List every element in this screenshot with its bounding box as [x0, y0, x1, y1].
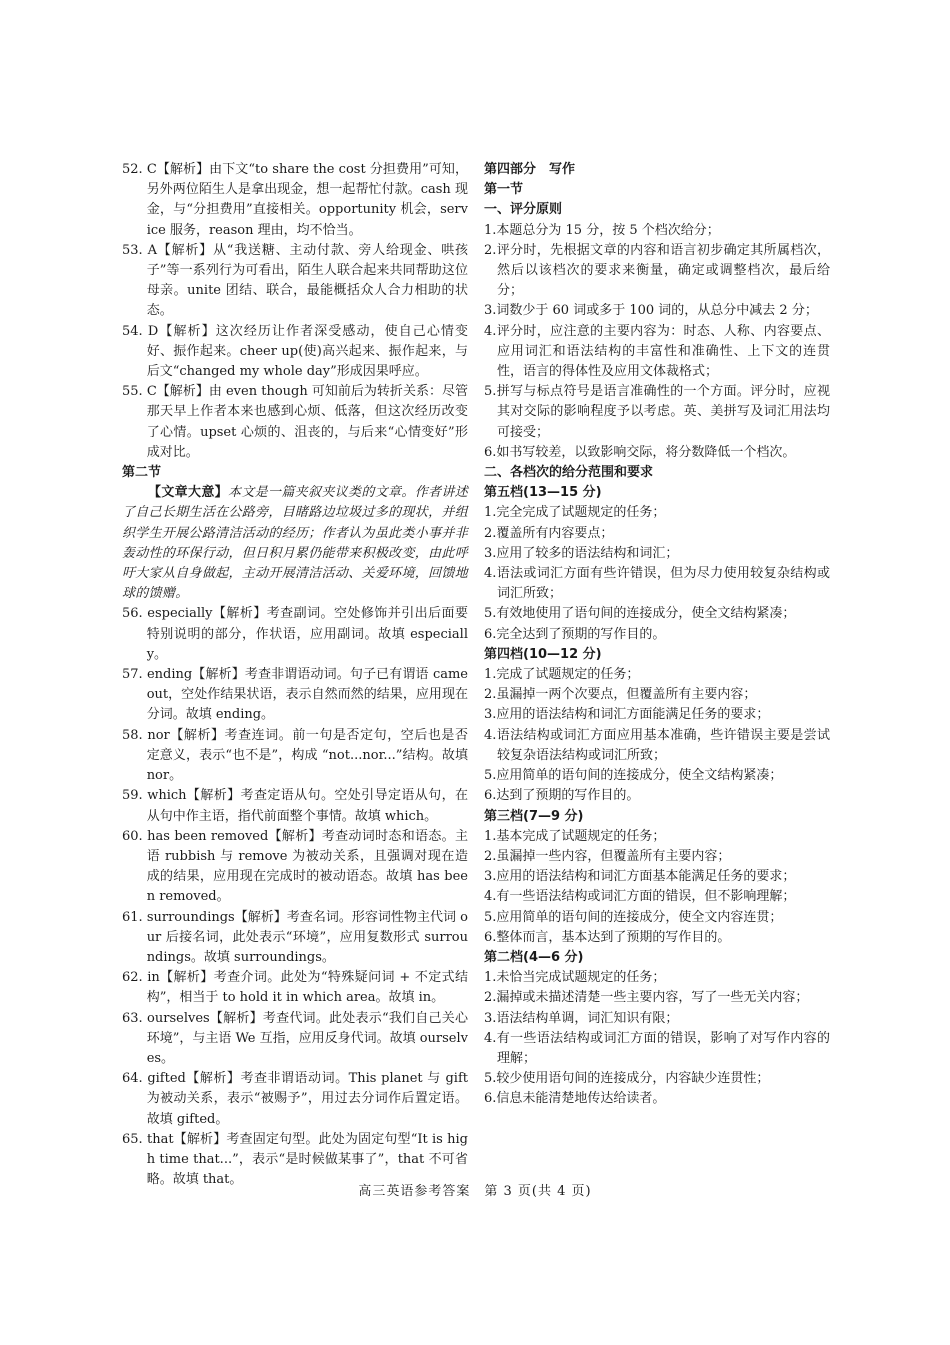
- level-rule: 1.完全完成了试题规定的任务；: [484, 505, 666, 521]
- answer-item: 63. ourselves【解析】考查代词。此处表示“我们自己关心环境”，与主语 We 互指，应用反身代词。故填 ourselves。: [122, 1010, 469, 1066]
- level-title: 第五档(13—15 分): [484, 485, 602, 501]
- level-2: [484, 948, 830, 1110]
- answer-item: 53. A【解析】从“我送糖、主动付款、旁人给现金、哄孩子”等一系列行为可看出，陌生人联合起来共同帮助这位母亲。unite 团结、联合，最能概括众人合力相助的状态。: [122, 242, 468, 319]
- level-rule: 4.语法或词汇方面有些许错误，但为尽力使用较复杂结构或词汇所致；: [484, 566, 830, 602]
- level-rule: 2.覆盖所有内容要点；: [484, 525, 614, 541]
- left-column: [122, 160, 468, 1190]
- answer-item: 59. which【解析】考查定语从句。空处引导定语从句，在从句中作主语，指代前面整个事情。故填 which。: [122, 788, 468, 824]
- level-rule: 3.应用的语法结构和词汇方面基本能满足任务的要求；: [484, 869, 796, 885]
- level-rule: 4.语法结构或词汇方面应用基本准确，些许错误主要是尝试较复杂语法结构或词汇所致；: [484, 727, 830, 763]
- level-rule: 5.有效地使用了语句间的连接成分，使全文结构紧凑；: [484, 606, 796, 622]
- principles-title: 一、评分原则: [484, 202, 563, 218]
- answer-item: 54. D【解析】这次经历让作者深受感动，使自己心情变好、振作起来。cheer up(使)高兴起来、振作起来，与后文“changed my whole day”形成因果呼应。: [122, 323, 468, 380]
- summary-tag: 【文章大意】: [148, 485, 229, 501]
- answer-item: 65. that【解析】考查固定句型。此处为固定句型“It is high time that...”，表示“是时候做某事了”，that 不可省略。故填 that。: [122, 1131, 468, 1188]
- answer-item: 57. ending【解析】考查非谓语动词。句子已有谓语 came out，空处作结果状语，表示自然而然的结果，应用现在分词。故填 ending。: [122, 667, 468, 723]
- principles-list: [484, 221, 830, 463]
- level-rule: 3.应用的语法结构和词汇方面能满足任务的要求；: [484, 707, 770, 723]
- level-title: 第二档(4—6 分): [484, 949, 584, 965]
- level-rule: 2.漏掉或未描述清楚一些主要内容，写了一些无关内容；: [484, 990, 809, 1006]
- principle-item: 5.拼写与标点符号是语言准确性的一个方面。评分时，应视其对交际的影响程度予以考虑。英、美拼写及词汇用法均可接受；: [484, 384, 830, 440]
- level-title: 第四档(10—12 分): [484, 646, 602, 662]
- section1-title: 第一节: [484, 182, 524, 198]
- level-rule: 1.完成了试题规定的任务；: [484, 667, 640, 683]
- levels-title: 二、各档次的给分范围和要求: [484, 465, 654, 481]
- level-rule: 3.应用了较多的语法结构和词汇；: [484, 545, 679, 561]
- answer-item: 60. has been removed【解析】考查动词时态和语态。主语 rubbish 与 remove 为被动关系，且强调对现在造成的结果，应用现在完成时的被动语态。故填 has been removed。: [122, 828, 468, 905]
- level-rule: 2.虽漏掉一两个次要点，但覆盖所有主要内容；: [484, 687, 757, 703]
- level-rule: 6.达到了预期的写作目的。: [484, 788, 640, 804]
- principle-item: 2.评分时，先根据文章的内容和语言初步确定其所属档次，然后以该档次的要求来衡量，确定或调整档次，最后给分；: [484, 242, 830, 299]
- answer-item: 56. especially【解析】考查副词。空处修饰并引出后面要特别说明的部分，作状语，应用副词。故填 especially。: [122, 606, 468, 662]
- level-rule: 5.应用简单的语句间的连接成分，使全文结构紧凑；: [484, 768, 783, 784]
- right-column: [484, 160, 830, 1110]
- level-5: [484, 483, 830, 645]
- principle-item: 4.评分时，应注意的主要内容为：时态、人称、内容要点、应用词汇和语法结构的丰富性和准确性、上下文的连贯性，语言的得体性及应用文体裁格式；: [484, 323, 830, 380]
- level-rule: 3.语法结构单调，词汇知识有限；: [484, 1010, 679, 1026]
- summary-text: 本文是一篇夹叙夹议类的文章。作者讲述了自己长期生活在公路旁，目睹路边垃圾过多的现状，并组织学生开展公路清洁活动的经历；作者认为虽此类小事并非轰动性的环保行动，但日积月累仍能带来积极改变，由此呼吁大家从自身做起，主动开展清洁活动、关爱环境，回馈地球的馈赠。: [122, 485, 468, 602]
- level-rule: 5.较少使用语句间的连接成分，内容缺少连贯性；: [484, 1071, 770, 1087]
- answer-item: 52. C【解析】由下文“to share the cost 分担费用”可知，另外两位陌生人是拿出现金，想一起帮忙付款。cash 现金，与“分担费用”直接相关。opportunity 机会，service 服务，reason 理由，均不恰当。: [122, 162, 468, 238]
- level-3: [484, 807, 830, 948]
- level-rule: 6.信息未能清楚地传达给读者。: [484, 1091, 666, 1107]
- article-summary: [122, 483, 468, 604]
- level-title: 第三档(7—9 分): [484, 808, 584, 824]
- level-rule: 2.虽漏掉一些内容，但覆盖所有主要内容；: [484, 848, 731, 864]
- level-rule: 1.基本完成了试题规定的任务；: [484, 828, 666, 844]
- level-rule: 4.有一些语法结构或词汇方面的错误，影响了对写作内容的理解；: [484, 1030, 830, 1066]
- answer-item: 58. nor【解析】考查连词。前一句是否定句，空后也是否定意义，表示“也不是”，构成 “not...nor...”结构。故填 nor。: [122, 727, 468, 784]
- level-rule: 5.应用简单的语句间的连接成分，使全文内容连贯；: [484, 909, 783, 925]
- principle-item: 1.本题总分为 15 分，按 5 个档次给分；: [484, 222, 720, 238]
- answer-items-b: [122, 604, 468, 1190]
- principle-item: 3.词数少于 60 词或多于 100 词的，从总分中减去 2 分；: [484, 303, 818, 319]
- level-rule: 6.整体而言，基本达到了预期的写作目的。: [484, 929, 731, 945]
- level-rule: 4.有一些语法结构或词汇方面的错误，但不影响理解；: [484, 889, 796, 905]
- section2-title: 第二节: [122, 465, 162, 481]
- answer-items-a: [122, 160, 468, 463]
- page-footer: 高三英语参考答案 第 3 页(共 4 页): [358, 1184, 592, 1199]
- answer-item: 64. gifted【解析】考查非谓语动词。This planet 与 gift 为被动关系，表示“被赐予”，用过去分词作后置定语。故填 gifted。: [122, 1071, 468, 1127]
- answer-item: 61. surroundings【解析】考查名词。形容词性物主代词 our 后接名词，此处表示“环境”，应用复数形式 surroundings。故填 surroundings。: [122, 909, 468, 965]
- level-4: [484, 645, 830, 807]
- answer-item: 62. in【解析】考查介词。此处为“特殊疑问词 + 不定式结构”，相当于 to hold it in which area。故填 in。: [122, 970, 468, 1006]
- level-rule: 6.完全达到了预期的写作目的。: [484, 626, 666, 642]
- part-title: 第四部分 写作: [484, 162, 576, 177]
- principle-item: 6.如书写较差，以致影响交际，将分数降低一个档次。: [484, 444, 796, 460]
- answer-item: 55. C【解析】由 even though 可知前后为转折关系：尽管那天早上作者本来也感到心烦、低落，但这次经历改变了心情。upset 心烦的、沮丧的，与后来“心情变好”形成对比。: [122, 384, 468, 460]
- level-rule: 1.未恰当完成试题规定的任务；: [484, 970, 666, 986]
